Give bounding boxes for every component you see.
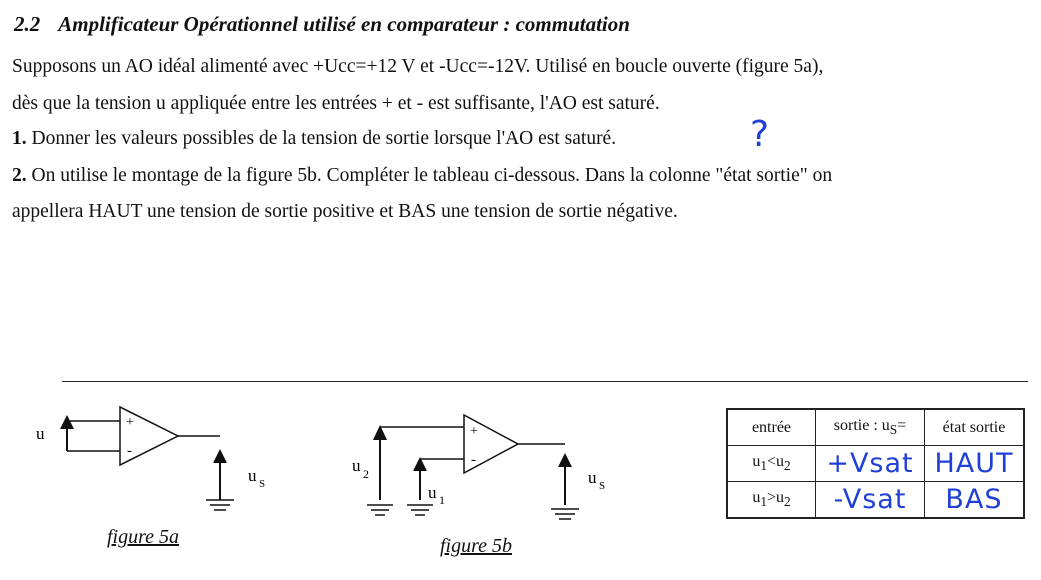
header-sortie-label: sortie : u xyxy=(833,416,890,434)
fig5a-output-subscript: S xyxy=(259,478,266,490)
section-heading xyxy=(14,12,630,37)
figure-5a-caption: figure 5a xyxy=(107,526,180,548)
fig5b-output-arrow-head xyxy=(558,453,572,467)
fig5a-plus: + xyxy=(126,415,134,430)
fig5a-input-arrow-head xyxy=(60,415,74,429)
question-1-number: 1. xyxy=(12,128,27,149)
fig5b-minus: - xyxy=(471,452,476,468)
fig5b-output-subscript: S xyxy=(599,480,606,492)
fig5b-u2-subscript: 2 xyxy=(363,467,369,481)
fig5b-output-label: u xyxy=(588,468,597,487)
fig5b-u1-subscript: 1 xyxy=(439,493,445,507)
question-2-text-continued: appellera HAUT une tension de sortie positive et BAS une tension de sortie négative. xyxy=(12,201,678,222)
figure-5b-caption: figure 5b xyxy=(440,535,513,557)
handwritten-question-mark: ? xyxy=(750,114,770,155)
section-title: Amplificateur Opérationnel utilisé en comparateur : commutation xyxy=(58,12,630,36)
paragraph-line-1: Supposons un AO idéal alimenté avec +Ucc=+12 V et -Ucc=-12V. Utilisé en boucle ouverte (figure 5a), xyxy=(12,56,824,77)
fig5a-minus: - xyxy=(127,443,132,459)
question-2-text: On utilise le montage de la figure 5b. Compléter le tableau ci-dessous. Dans la colonne "état sortie" on xyxy=(31,165,833,186)
fig5a-output-arrow-head xyxy=(213,449,227,463)
horizontal-separator xyxy=(62,381,1028,382)
row-2-sortie-handwritten: -Vsat xyxy=(816,482,925,519)
comparator-table xyxy=(726,408,1025,519)
fig5a-input-label: u xyxy=(36,424,45,443)
question-2-number: 2. xyxy=(12,165,27,186)
table-row xyxy=(727,482,1024,519)
row-1-sortie-handwritten: +Vsat xyxy=(816,446,925,482)
section-number: 2.2 xyxy=(14,12,41,36)
row-1-etat-handwritten: HAUT xyxy=(925,446,1025,482)
header-etat: état sortie xyxy=(925,409,1025,446)
question-1-text: Donner les valeurs possibles de la tension de sortie lorsque l'AO est saturé. xyxy=(31,128,617,149)
fig5b-u2-label: u xyxy=(352,456,361,475)
fig5b-plus: + xyxy=(470,424,478,439)
header-entree: entrée xyxy=(727,409,816,446)
paragraph-line-2: dès que la tension u appliquée entre les entrées + et - est suffisante, l'AO est saturé. xyxy=(12,93,660,114)
table-header-row xyxy=(727,409,1024,446)
table-row xyxy=(727,446,1024,482)
row-1-entree: $u_1<u_2$ xyxy=(727,446,816,482)
row-2-entree: $u_1>u_2$ xyxy=(727,482,816,519)
fig5b-u1-label: u xyxy=(428,483,437,502)
figure-5b-diagram xyxy=(340,405,630,530)
fig5a-output-label: u xyxy=(248,466,257,485)
header-sortie-equals: = xyxy=(897,416,907,434)
header-sortie xyxy=(816,409,925,446)
question-2 xyxy=(12,165,832,187)
header-sortie-subscript: S xyxy=(889,422,898,438)
question-1 xyxy=(12,128,616,150)
row-2-etat-handwritten: BAS xyxy=(925,482,1025,519)
